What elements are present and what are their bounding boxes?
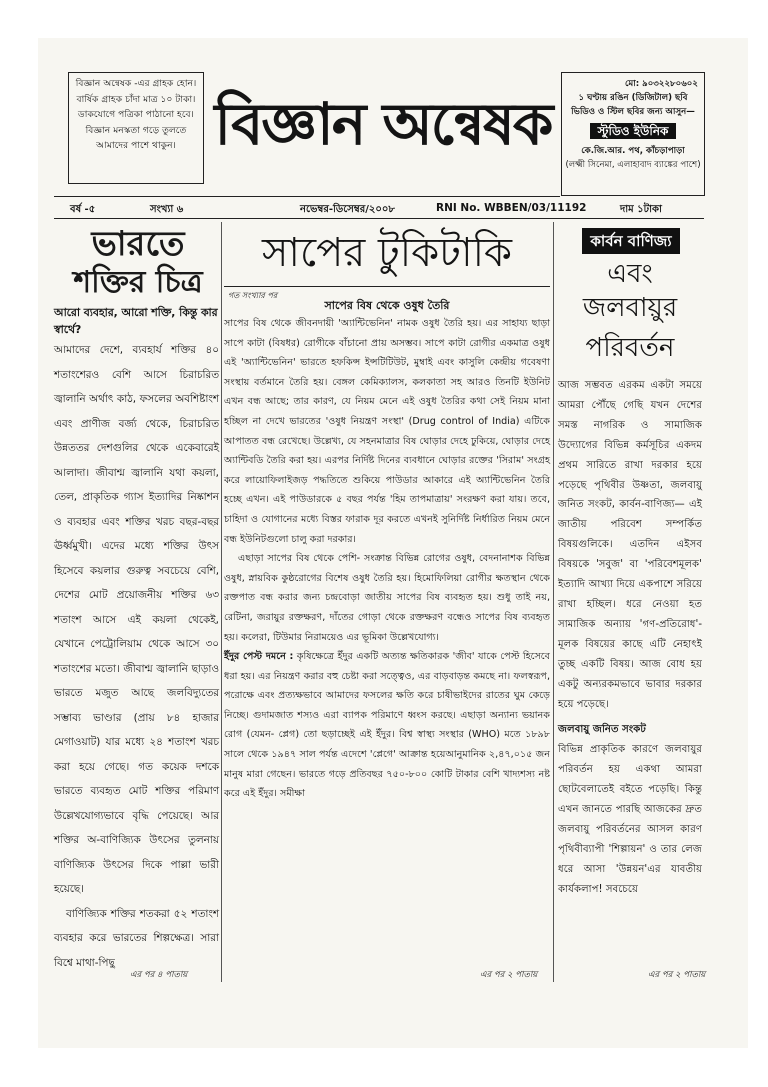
center-article-para-3-text: কৃষিক্ষেত্রে ইঁদুর একটি অত্যন্ত ক্ষতিকারক 'জীব' যাকে পেস্ট হিসেবে ধরা হয়। এর নিয়ন্ত্রণ করার বহু চেষ্টা করা সত্ত্বেও, এর বাড়বাড়ন্ত কমছে না। ফলস্বরূপ, পরোক্ষে এবং প্রত্যক্ষভাবে আমাদের ফসলের ক্ষতি করে চাষীভাইদের রাতের ঘুম কেড়ে নিচ্ছে। গুদামজাত শস্যও এরা ব্যাপক পরিমাণে ধ্বংস করছে। এছাড়া অন্যান্য ভয়ানক রোগ (যেমন- প্লেগ) তো ছড়াচ্ছেই এই ইঁদুর। বিশ্ব স্বাস্থ্য সংস্থার (WHO) মতে ১৮৯৮ সালে থেকে ১৯৪৭ সাল পর্যন্ত এদেশে 'প্লেগে' আক্রান্ত হয়েআনুমানিক ২,৪৭,০১৫ জন মানুষ মারা গেছেন। ভারতে গড়ে প্রতিবছর ৭৫০-৮০০ কোটি টাকার বেশি খাদ্যশস্য নষ্ট করে এই ইঁদুর। সমীক্ষা: [224, 651, 551, 800]
issue-year: বর্ষ -৫: [70, 204, 96, 215]
studio-name-wrap: [564, 123, 702, 140]
center-article-continued: এর পর ২ পাতায়: [480, 970, 538, 980]
subscription-notice-text: বিজ্ঞান অন্বেষক -এর গ্রাহক হোন। বার্ষিক গ্রাহক চাঁদা মাত্র ১০ টাকা। ডাকযোগে পত্রিকা পাঠানো হবে। বিজ্ঞান মনস্কতা গড়ে তুলতে আমাদের পাশে থাকুন।: [75, 78, 197, 151]
left-article-body: [54, 338, 219, 975]
price: দাম ১টাকা: [620, 204, 662, 215]
studio-landmark: (লক্ষ্মী সিনেমা, এলাহাবাদ ব্যাঙ্কের পাশে): [565, 160, 701, 170]
info-bar-bottom-rule: [54, 218, 704, 219]
studio-address: কে.জি.আর. পথ, কাঁচড়াপাড়া: [581, 146, 685, 156]
center-article-para-3: [224, 647, 550, 804]
studio-line-1: ১ ঘণ্টায় রঙিন (ডিজিটাল) ছবি: [578, 93, 688, 103]
studio-ad: [561, 72, 705, 196]
left-article-subtitle: আরো ব্যবহার, আরো শক্তি, কিন্তু কার স্বার্থে?: [54, 306, 218, 336]
column-divider-left: [221, 222, 222, 982]
issue-number: সংখ্যা ৬: [150, 204, 184, 215]
masthead-title: বিজ্ঞান অন্বেষক: [214, 90, 552, 158]
right-article-body: [558, 376, 702, 900]
left-article-para-2: বাণিজ্যিক শক্তির শতকরা ৫২ শতাংশ ব্যবহার করে ভারতের শিল্পক্ষেত্র। সারা বিশ্বে মাথা-পিছু: [54, 907, 219, 969]
right-article-title-2: জলবায়ুর: [582, 293, 678, 323]
left-article-title-2: শক্তির চিত্র: [73, 265, 203, 300]
center-article-para-2: এছাড়া সাপের বিষ থেকে পেশি- সংক্রান্ত বিভিন্ন রোগের ওষুধ, বেদনানাশক বিভিন্ন ওষুধ, স্নায়বিক কুষ্ঠরোগের বিশেষ ওষুধ তৈরি হয়। হিমোফিলিয়া রোগীর ক্ষতস্থান থেকে রক্তপাত বন্ধ করার জন্য চন্দ্রবোড়া জাতীয় সাপের বিষ ব্যবহৃত হয়। শুধু তাই নয়, রেটিনা, জরায়ুর রক্তক্ষরণ, দাঁতের গোড়া থেকে রক্তক্ষরণ বন্ধেও সাপের বিষ ব্যবহৃত হয়। কলেরা, টিউমার নিরাময়েও এর ভূমিকা উল্লেখযোগ্য।: [224, 553, 550, 643]
studio-name: স্টুডিও ইউনিক: [590, 123, 677, 139]
center-article-body: [224, 314, 550, 804]
center-article-subheading: সাপের বিষ থেকে ওষুধ তৈরি: [324, 299, 450, 312]
info-bar-top-rule: [54, 196, 560, 197]
right-article-continued: এর পর ২ পাতায়: [648, 970, 706, 980]
studio-phone: মো: ৯০৩২২৮০৬০২: [624, 79, 698, 89]
left-article-para-1: আমাদের দেশে, ব্যবহার্য শক্তির ৪০ শতাংশেরও বেশি আসে চিরাচরিত জ্বালানি অর্থাৎ কাঠ, ফসলের অবশিষ্টাংশ এবং প্রাণীজ বর্জ্য থেকে, চিরাচরিত উন্নততর দেশগুলির থেকে একেবারেই আলাদা। জীবাশ্ম জ্বালানি যথা কয়লা, তেল, প্রাকৃতিক গ্যাস ইত্যাদির নিষ্কাশন ও ব্যবহার এবং শক্তির খরচ বছর-বছর ঊর্ধ্বমুখী। এদের মধ্যে শক্তির উৎস হিসেবে কয়লার গুরুত্ব সবচেয়ে বেশি, দেশের মোট প্রয়োজনীয় শক্তির ৬৩ শতাংশ আসে এই কয়লা থেকেই, যেখানে পেট্রোলিয়াম থেকে আসে ৩০ শতাংশের মতো। জীবাশ্ম জ্বালানি ছাড়াও ভারতে মজুত আছে জলবিদ্যুতের সম্ভাব্য ভাণ্ডার (প্রায় ৮৪ হাজার মেগাওয়াট) যার মধ্যে ২৪ শতাংশ খরচ করা হয়ে গেছে। গত কয়েক দশকে ভারতে ব্যবহৃত মোট শক্তির পরিমাণ উল্লেখযোগ্যভাবে বৃদ্ধি পেয়েছে। আর শক্তির অ-বাণিজ্যিক উৎসের তুলনায় বাণিজ্যিক উৎসের দিকে পাল্লা ভারী হয়েছে।: [54, 344, 219, 895]
rni-number: RNI No. WBBEN/03/11192: [436, 202, 587, 214]
center-article-kicker: গত সংখ্যার পর: [228, 291, 278, 300]
right-article-title-1: এবং: [607, 259, 653, 289]
subscription-notice: [68, 72, 204, 184]
right-article-para-1: আজ সম্ভবত এরকম একটা সময়ে আমরা পৌঁছে গেছি যখন দেশের সমস্ত নাগরিক ও সামাজিক উদ্যোগের বিভিন্ন কর্মসূচির একদম প্রথম সারিতে রাখা দরকার হয়ে পড়েছে পৃথিবীর উষ্ণতা, জলবায়ু জনিত সংকট, কার্বন-বাণিজ্য— এই জাতীয় পরিবেশ সম্পর্কিত বিষয়গুলিকে। এতদিন এইসব বিষয়কে 'সবুজ' বা 'পরিবেশমূলক' ইত্যাদি আখ্যা দিয়ে একপাশে সরিয়ে রাখা হচ্ছিল। ধরে নেওয়া হত সামাজিক অন্যায় 'গণ-প্রতিরোধ'-মূলক বিষয়ের কাছে এটি নেহাৎই তুচ্ছ একটি বিষয়। আজ বোধ হয় একটু অন্যরকমভাবে ভাবার দরকার হয়ে পড়েছে।: [558, 380, 702, 710]
column-divider-right: [553, 222, 554, 982]
center-article-para-3-lead: ইঁদুর পেস্ট দমনে :: [224, 651, 294, 663]
right-article-para-2: বিভিন্ন প্রাকৃতিক কারণে জলবায়ুর পরিবর্তন হয় একথা আমরা ছোটবেলাতেই বইতে পড়েছি। কিন্তু এখন জানতে পারছি আজকের দ্রুত জলবায়ু পরিবর্তনের আসল কারণ পৃথিবীব্যাপী 'শিল্পায়ন' ও তার লেজ ধরে আসা 'উন্নয়ন'এর যাবতীয় কার্যকলাপ! সবচেয়ে: [558, 744, 702, 895]
center-article-title: সাপের টুকিটাকি: [261, 230, 512, 276]
center-article-para-1: সাপের বিষ থেকে জীবনদায়ী 'অ্যান্টিভেনিন' নামক ওষুধ তৈরি হয়। এর সাহায্য ছাড়া সাপে কাটা (বিষধর) রোগীকে বাঁচানো প্রায় অসম্ভব। সাপে কাটা রোগীর একমাত্র ওষুধ এই 'অ্যান্টিভেনিন' ভারতে হফকিন্স ইন্সটিটিউট, মুম্বাই এবং কাসুলি কেন্দ্রীয় গবেষণা সংস্থায় বর্তমানে তৈরি হয়। বেঙ্গল কেমিক্যালস, কলকাতা সহ আরও তিনটি ইউনিট এখন বন্ধ আছে; তার কারণ, যে নিয়ম মেনে এই ওষুধ তৈরির কথা সেই নিয়ম মানা হচ্ছিল না দেখে ভারতের 'ওষুধ নিয়ন্ত্রণ সংস্থা' (Drug control of India) এটিকে আপাতত বন্ধ রেখেছে। উল্লেখ্য, যে সহনমাত্রার বিষ ঘোড়ার দেহে ঢুকিয়ে, ঘোড়ার দেহে অ্যান্টিবডি তৈরি করা হয়। এরপর নির্দিষ্ট দিনের ব্যবধানে ঘোড়ার রক্তের 'সিরাম' সংগ্রহ করে লায়োফিলাইজড় পদ্ধতিতে শুকিয়ে পাউডার আকারে এই অ্যান্টিভেনিন তৈরি হচ্ছে এখন। এই পাউডারকে ৫ বছর পর্যন্ত 'হিম তাপমাত্রায়' সংরক্ষণ করা যায়। তবে, চাহিদা ও যোগানের মধ্যে বিস্তর ফারাক দূর করতে এখনই সুনির্দিষ্ট নির্ধারিত নিয়ম মেনে বন্ধ ইউনিটগুলো চালু করা দরকার।: [224, 318, 550, 545]
right-article-subheading: জলবায়ু জনিত সংকট: [558, 724, 646, 736]
studio-line-2: ভিডিও ও স্টিল ছবির জন্য আসুন—: [571, 107, 695, 117]
left-article-continued: এর পর ৪ পাতায়: [130, 970, 188, 980]
center-title-rule: [224, 286, 550, 287]
right-article-title-3: পরিবর্তন: [585, 333, 675, 363]
issue-date: নভেম্বর-ডিসেম্বর/২০০৮: [300, 204, 395, 215]
right-article-tag-wrap: [560, 228, 702, 254]
right-article-tag: কার্বন বাণিজ্য: [582, 228, 679, 254]
left-article-title-1: ভারতে: [91, 224, 185, 264]
